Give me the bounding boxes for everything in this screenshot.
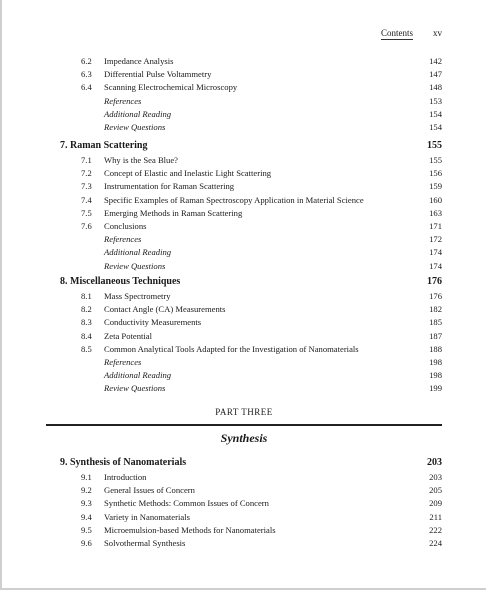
toc-entry[interactable]	[0, 497, 488, 510]
section-page: 224	[429, 537, 442, 548]
section-title: Additional Reading	[104, 370, 172, 381]
section-page: 198	[429, 356, 442, 367]
chapter-title: 7. Raman Scattering	[60, 140, 148, 151]
section-number: 6.4	[81, 82, 92, 93]
chapter-heading[interactable]	[0, 455, 488, 471]
chapter-heading[interactable]	[0, 274, 488, 290]
section-number: 7.2	[81, 168, 92, 179]
section-title: Microemulsion-based Methods for Nanomaterials	[104, 524, 276, 535]
section-title: Variety in Nanomaterials	[104, 511, 190, 522]
toc-entry[interactable]	[0, 290, 488, 303]
section-number: 9.4	[81, 511, 92, 522]
toc-chapter-8	[0, 274, 488, 396]
toc-block-chapter6-end	[0, 55, 488, 134]
section-page: 148	[429, 82, 442, 93]
section-page: 188	[429, 343, 442, 354]
section-title: Common Analytical Tools Adapted for the Investigation of Nanomaterials	[104, 343, 359, 354]
toc-entry[interactable]	[0, 343, 488, 356]
toc-subentry[interactable]	[0, 369, 488, 382]
section-page: 163	[429, 207, 442, 218]
section-number: 8.3	[81, 317, 92, 328]
section-title: Why is the Sea Blue?	[104, 155, 178, 165]
section-title: Conductivity Measurements	[104, 317, 202, 328]
toc-entry[interactable]	[0, 511, 488, 524]
section-title: Conclusions	[104, 220, 147, 231]
section-page: 205	[429, 485, 442, 496]
section-title: Specific Examples of Raman Spectroscopy Application in Material Science	[104, 194, 364, 205]
section-title: Instrumentation for Raman Scattering	[104, 181, 235, 192]
toc-entry[interactable]	[0, 303, 488, 316]
part-divider	[46, 424, 442, 426]
section-title: References	[104, 95, 142, 106]
toc-entry[interactable]	[0, 316, 488, 329]
part-label: PART THREE	[215, 407, 273, 417]
section-title: Introduction	[104, 472, 147, 482]
toc-chapter-9	[0, 455, 488, 550]
toc-entry[interactable]	[0, 154, 488, 167]
chapter-title: 9. Synthesis of Nanomaterials	[60, 457, 187, 468]
section-number: 9.1	[81, 472, 92, 482]
page-number: xv	[433, 28, 442, 38]
section-number: 8.2	[81, 304, 92, 315]
toc-subentry[interactable]	[0, 382, 488, 395]
toc-entry[interactable]	[0, 471, 488, 484]
toc-entry[interactable]	[0, 68, 488, 81]
running-header	[381, 28, 442, 40]
section-page: 199	[429, 383, 442, 394]
section-page: 174	[429, 260, 442, 271]
section-title: Solvothermal Synthesis	[104, 537, 186, 548]
chapter-page: 176	[427, 276, 442, 287]
section-number: 6.2	[81, 56, 92, 66]
section-number: 8.5	[81, 343, 92, 354]
chapter-heading[interactable]	[0, 138, 488, 154]
toc-chapter-7	[0, 138, 488, 273]
toc-entry[interactable]	[0, 194, 488, 207]
section-page: 153	[429, 95, 442, 106]
section-page: 185	[429, 317, 442, 328]
section-number: 9.3	[81, 498, 92, 509]
section-number: 7.4	[81, 194, 92, 205]
section-page: 222	[429, 524, 442, 535]
section-title: References	[104, 234, 142, 245]
section-title: References	[104, 356, 142, 367]
toc-subentry[interactable]	[0, 246, 488, 259]
section-page: 174	[429, 247, 442, 258]
section-page: 155	[429, 155, 442, 165]
section-page: 182	[429, 304, 442, 315]
chapter-page: 203	[427, 457, 442, 468]
toc-entry[interactable]	[0, 484, 488, 497]
toc-entry[interactable]	[0, 167, 488, 180]
section-page: 172	[429, 234, 442, 245]
chapter-title: 8. Miscellaneous Techniques	[60, 276, 181, 287]
section-title: Mass Spectrometry	[104, 291, 171, 301]
section-number: 7.3	[81, 181, 92, 192]
toc-entry[interactable]	[0, 537, 488, 550]
section-title: Contact Angle (CA) Measurements	[104, 304, 226, 315]
toc-entry[interactable]	[0, 55, 488, 68]
section-page: 211	[429, 511, 442, 522]
section-number: 8.1	[81, 291, 92, 301]
chapter-7-entries	[0, 154, 488, 273]
chapter-page: 155	[427, 140, 442, 151]
chapter-9-entries	[0, 471, 488, 550]
section-title: Synthetic Methods: Common Issues of Concern	[104, 498, 269, 509]
section-page: 198	[429, 370, 442, 381]
section-number: 9.5	[81, 524, 92, 535]
section-number: 7.5	[81, 207, 92, 218]
section-page: 176	[429, 291, 442, 301]
section-title: Additional Reading	[104, 108, 172, 119]
toc-subentry[interactable]	[0, 121, 488, 134]
section-page: 209	[429, 498, 442, 509]
section-page: 203	[429, 472, 442, 482]
toc-subentry[interactable]	[0, 108, 488, 121]
section-number: 9.6	[81, 537, 92, 548]
section-title: Zeta Potential	[104, 330, 152, 341]
section-title: Review Questions	[104, 260, 166, 271]
section-title: Concept of Elastic and Inelastic Light Scattering	[104, 168, 272, 179]
toc-subentry[interactable]	[0, 95, 488, 108]
toc-entry[interactable]	[0, 207, 488, 220]
section-title: Emerging Methods in Raman Scattering	[104, 207, 243, 218]
section-page: 154	[429, 108, 442, 119]
section-title: Impedance Analysis	[104, 56, 174, 66]
section-page: 171	[429, 220, 442, 231]
section-page: 142	[429, 56, 442, 66]
section-page: 159	[429, 181, 442, 192]
toc-subentry[interactable]	[0, 233, 488, 246]
section-title: Review Questions	[104, 121, 166, 132]
section-title: Additional Reading	[104, 247, 172, 258]
toc-entry[interactable]	[0, 220, 488, 233]
running-title: Contents	[380, 28, 413, 38]
section-title: Scanning Electrochemical Microscopy	[104, 82, 238, 93]
toc-subentry[interactable]	[0, 356, 488, 369]
toc-entry[interactable]	[0, 330, 488, 343]
section-page: 187	[429, 330, 442, 341]
section-page: 156	[429, 168, 442, 179]
toc-entry[interactable]	[0, 81, 488, 94]
section-page: 154	[429, 121, 442, 132]
section-page: 147	[429, 69, 442, 80]
section-number: 9.2	[81, 485, 92, 496]
section-number: 7.1	[81, 155, 92, 165]
section-title: General Issues of Concern	[104, 485, 195, 496]
section-number: 6.3	[81, 69, 92, 80]
section-title: Review Questions	[104, 383, 166, 394]
section-number: 7.6	[81, 220, 92, 231]
toc-entry[interactable]	[0, 180, 488, 193]
section-title: Differential Pulse Voltammetry	[104, 69, 212, 80]
toc-subentry[interactable]	[0, 260, 488, 273]
chapter-8-entries	[0, 290, 488, 396]
section-page: 160	[429, 194, 442, 205]
part-title: Synthesis	[220, 431, 268, 445]
section-number: 8.4	[81, 330, 92, 341]
toc-entry[interactable]	[0, 524, 488, 537]
